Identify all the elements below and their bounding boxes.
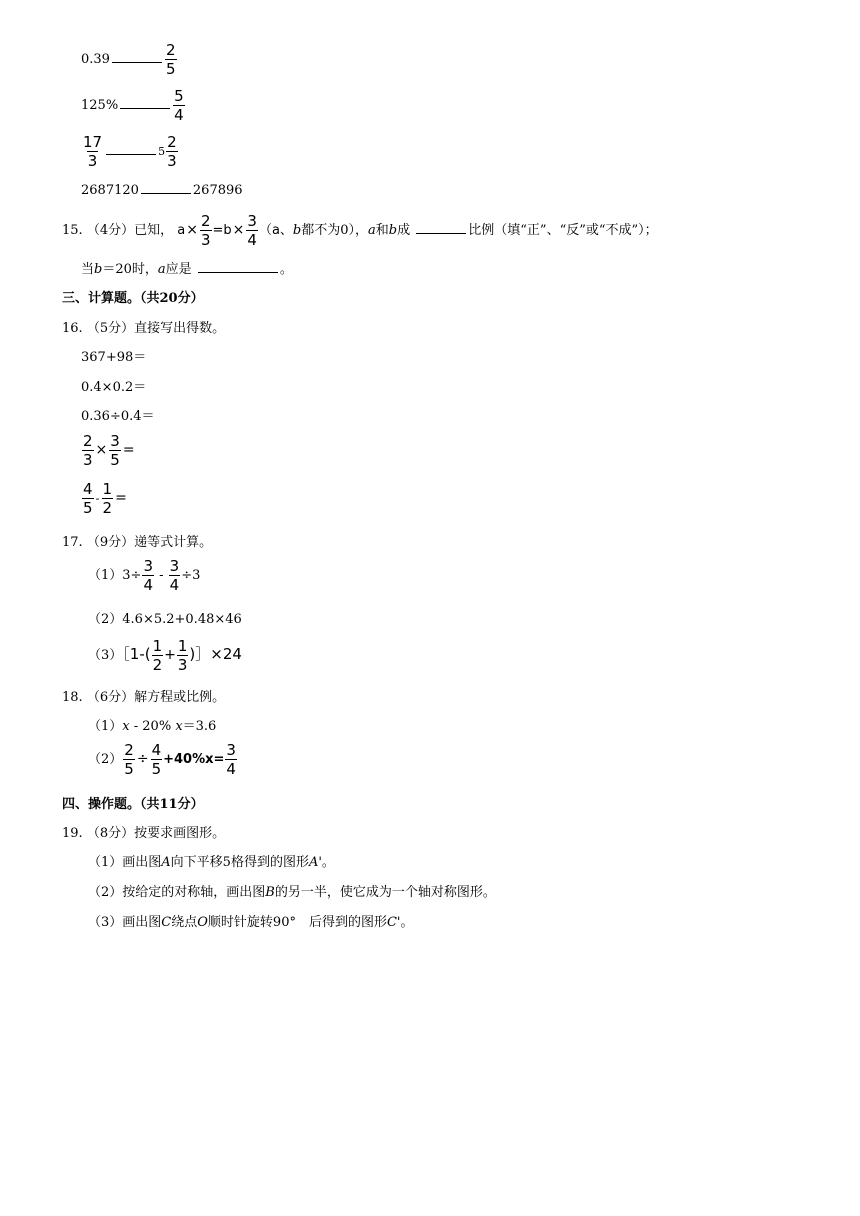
fraction	[177, 638, 189, 673]
times-sign: ×	[95, 442, 108, 458]
answer-blank[interactable]	[198, 271, 278, 273]
expr-text: ÷3	[181, 568, 201, 583]
question-16-title	[62, 317, 225, 336]
part-text: 向下平移5格得到的图形	[170, 855, 309, 870]
answer-blank[interactable]	[106, 153, 156, 155]
connector-text: 和	[375, 223, 389, 238]
part-text: （3）画出图	[88, 915, 162, 930]
numerator: 17	[83, 133, 103, 151]
line-text: 。	[279, 262, 293, 277]
compare-row-3	[81, 134, 179, 169]
fraction	[123, 742, 135, 777]
numerator: 1	[152, 637, 163, 655]
question-number: 19.	[62, 826, 83, 841]
denominator: 3	[177, 656, 188, 674]
expr-text: )］×24	[189, 645, 242, 663]
q16-expr-2: 0.4×0.2＝	[81, 380, 147, 395]
numerator: 4	[83, 480, 93, 498]
divide-sign: ÷	[136, 751, 149, 767]
fraction	[102, 481, 114, 516]
part-label: （1）	[88, 568, 123, 583]
fraction	[173, 88, 185, 123]
times-sign: ×	[186, 222, 198, 238]
fraction	[169, 558, 181, 593]
variable-b: b	[292, 223, 302, 238]
question-18-title	[62, 686, 225, 705]
fraction	[82, 134, 103, 169]
denominator: 4	[143, 576, 153, 594]
equals-b: =b	[212, 223, 232, 238]
denominator: 3	[167, 152, 177, 170]
part-text: （1）画出图	[88, 855, 162, 870]
section-3-title: 三、计算题。（共20分）	[62, 291, 204, 306]
numerator: 2	[165, 41, 176, 59]
part-text: 。	[321, 855, 335, 870]
question-text: （8分）按要求画图形。	[86, 826, 226, 841]
numerator: 3	[169, 557, 180, 575]
fraction	[225, 742, 237, 777]
equals-sign: =	[115, 490, 127, 506]
denominator: 3	[200, 231, 211, 249]
fraction	[142, 558, 154, 593]
condition-open: （a、	[258, 223, 293, 238]
fraction	[82, 481, 94, 516]
q17-part-3	[88, 638, 242, 673]
denominator: 2	[152, 656, 163, 674]
expr-text: 3÷	[122, 568, 142, 583]
q19-part-3	[88, 911, 414, 930]
figure-label: C'	[386, 915, 401, 930]
fraction	[109, 433, 121, 468]
q16-expr-3: 0.36÷0.4＝	[81, 409, 155, 424]
question-score: （4分）已知，	[86, 223, 174, 238]
q19-part-1	[88, 851, 335, 870]
part-label: （2）	[88, 612, 123, 627]
q18-part-1	[88, 715, 216, 734]
figure-label: B	[265, 885, 275, 900]
question-15-line-2	[81, 258, 293, 277]
q16-expr-1: 367+98＝	[81, 350, 147, 365]
part-label: （2）	[88, 752, 123, 767]
variable-b: b	[388, 223, 398, 238]
numerator: 2	[200, 212, 211, 230]
numerator: 3	[226, 741, 236, 759]
variable-a: a	[157, 262, 166, 277]
plus-sign: +	[164, 647, 176, 663]
denominator: 2	[102, 499, 113, 517]
question-17-title	[62, 531, 212, 550]
answer-blank[interactable]	[112, 61, 162, 63]
numerator: 1	[177, 637, 188, 655]
numerator: 2	[124, 741, 134, 759]
q19-part-2	[88, 881, 496, 900]
denominator: 3	[83, 451, 93, 469]
q18-part-2	[88, 742, 238, 777]
variable-x: x	[175, 719, 183, 734]
question-text: （9分）递等式计算。	[86, 535, 213, 550]
compare-row-4	[81, 183, 243, 198]
line-text: ＝20时，	[102, 262, 158, 277]
question-number: 17.	[62, 535, 83, 550]
question-15-line-1	[62, 213, 658, 248]
q16-expr-5	[81, 481, 128, 516]
connector-text: 成	[397, 223, 411, 238]
q17-part-1	[88, 558, 200, 593]
answer-blank[interactable]	[120, 107, 170, 109]
minus-sign: -	[95, 492, 100, 505]
part-label: （1）	[88, 719, 123, 734]
mixed-whole: 5	[158, 145, 166, 158]
equals-sign: =	[122, 442, 135, 458]
q17-part-2	[88, 608, 242, 627]
line-text: 当	[81, 262, 95, 277]
section-4-title: 四、操作题。（共11分）	[62, 797, 204, 812]
compare-left-value: 125%	[81, 98, 119, 113]
answer-blank[interactable]	[416, 232, 466, 234]
part-text: 的另一半，使它成为一个轴对称图形。	[274, 885, 496, 900]
denominator: 4	[169, 576, 180, 594]
numerator: 2	[83, 432, 93, 450]
question-text: （5分）直接写出得数。	[86, 321, 226, 336]
question-number: 18.	[62, 690, 83, 705]
fraction	[152, 638, 164, 673]
compare-left-value: 2687120	[81, 183, 139, 198]
variable-a: a	[177, 223, 186, 238]
question-text: （6分）解方程或比例。	[86, 690, 226, 705]
answer-blank[interactable]	[141, 192, 191, 194]
denominator: 5	[151, 760, 162, 778]
expr-text: 4.6×5.2+0.48×46	[122, 612, 242, 627]
numerator: 3	[110, 432, 120, 450]
expr-text: +40%x=	[163, 752, 225, 767]
compare-left-value: 0.39	[81, 52, 110, 67]
numerator: 3	[247, 212, 257, 230]
question-number: 15.	[62, 223, 83, 238]
q16-expr-4	[81, 433, 136, 468]
numerator: 3	[143, 557, 153, 575]
figure-label: A	[161, 855, 171, 870]
line-text: 应是	[165, 262, 192, 277]
numerator: 1	[102, 480, 113, 498]
fraction	[200, 213, 212, 248]
denominator: 4	[226, 760, 236, 778]
fraction	[165, 42, 177, 77]
fraction	[82, 433, 94, 468]
part-text: 。	[400, 915, 414, 930]
times-sign: ×	[232, 222, 245, 238]
variable-b: b	[94, 262, 103, 277]
question-tail: 比例（填“正”、“反”或“不成”）；	[468, 223, 658, 238]
expr-text: ［1-(	[122, 645, 151, 663]
denominator: 4	[247, 231, 257, 249]
compare-right-value: 267896	[192, 183, 243, 198]
denominator: 5	[124, 760, 134, 778]
numerator: 4	[151, 741, 162, 759]
part-label: （3）	[88, 648, 123, 663]
expr-text: ＝3.6	[182, 719, 217, 734]
expr-text: - 20%	[129, 719, 176, 734]
fraction	[246, 213, 258, 248]
variable-x: x	[122, 719, 130, 734]
variable-a: a	[368, 223, 376, 238]
figure-label: C	[161, 915, 172, 930]
denominator: 4	[174, 106, 184, 124]
compare-row-2	[81, 88, 186, 123]
part-text: 顺时针旋转90° 后得到的图形	[207, 915, 387, 930]
numerator: 2	[167, 133, 177, 151]
denominator: 3	[87, 152, 98, 170]
question-19-title	[62, 822, 225, 841]
condition-text: 都不为0），	[301, 223, 369, 238]
fraction	[166, 134, 178, 169]
denominator: 5	[83, 499, 93, 517]
question-number: 16.	[62, 321, 83, 336]
minus-sign: -	[155, 568, 168, 583]
numerator: 5	[174, 87, 184, 105]
compare-row-1	[81, 42, 178, 77]
part-text: 绕点	[171, 915, 198, 930]
point-label: O	[197, 915, 208, 930]
part-text: （2）按给定的对称轴，画出图	[88, 885, 266, 900]
denominator: 5	[165, 60, 176, 78]
denominator: 5	[110, 451, 120, 469]
fraction	[151, 742, 163, 777]
figure-label: A'	[308, 855, 322, 870]
